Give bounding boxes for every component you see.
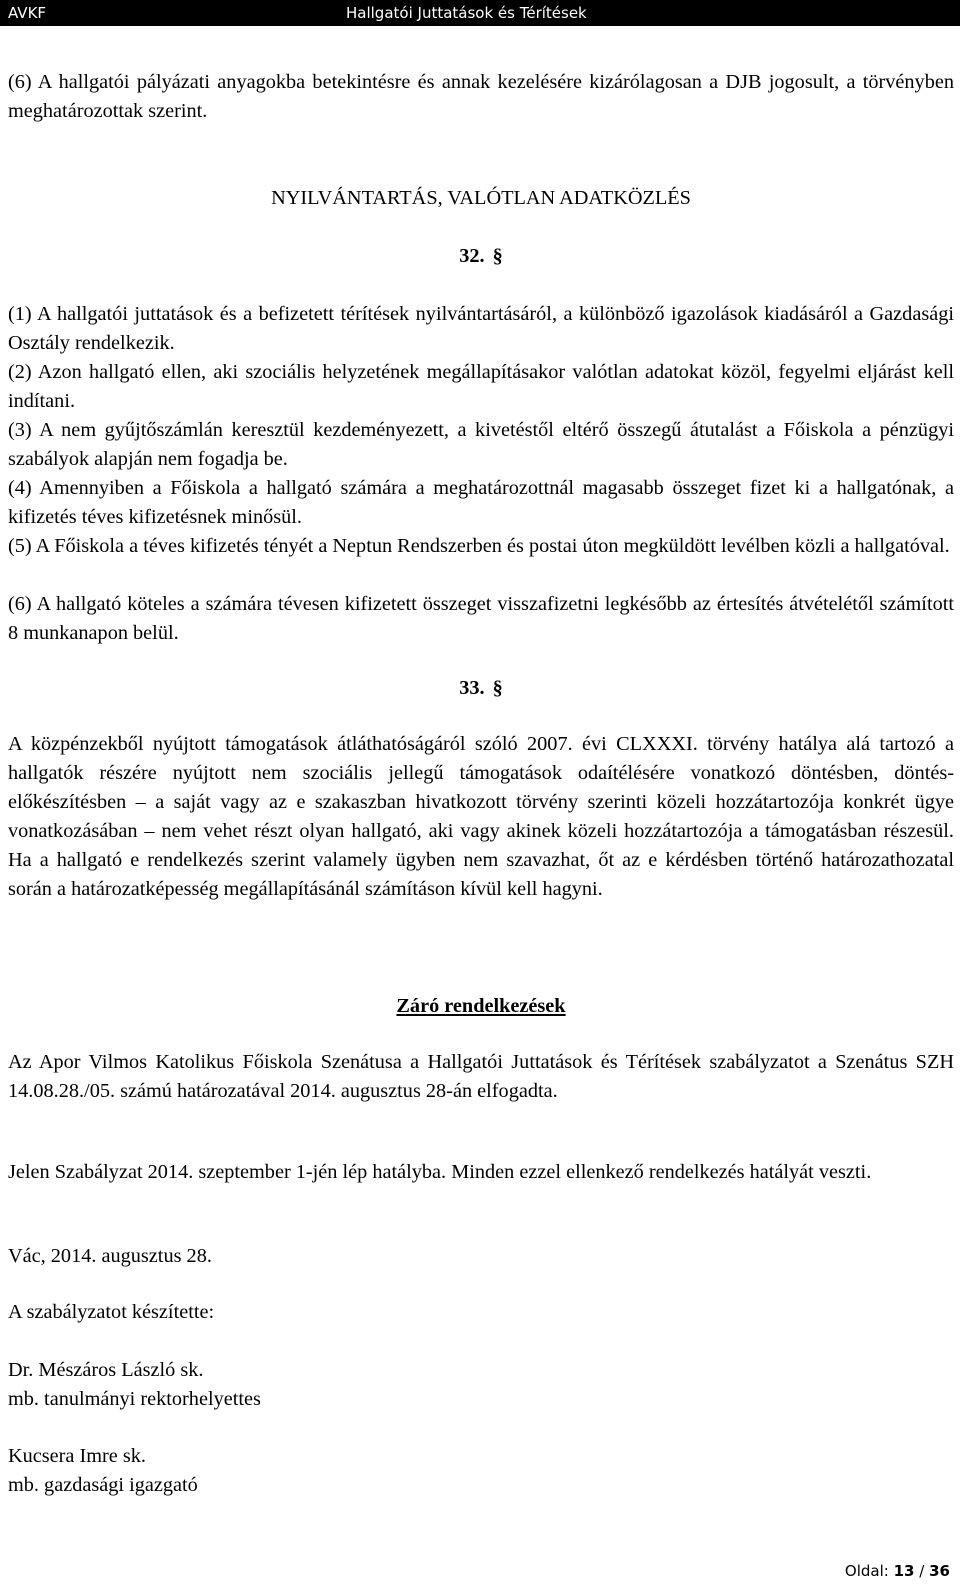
- paragraph-6-prev: (6) A hallgatói pályázati anyagokba betekintésre és annak kezelésére kizárólagosan a DJB jogosult, a törvényben meghatározottak szerint.: [8, 71, 954, 122]
- paragraph-zaro-2: Jelen Szabályzat 2014. szeptember 1-jén lép hatályba. Minden ezzel ellenkező rendelkezés hatályát veszti.: [8, 1161, 872, 1183]
- heading-nyilvantartas: NYILVÁNTARTÁS, VALÓTLAN ADATKÖZLÉS: [271, 187, 691, 209]
- paragraph-32-2: (2) Azon hallgató ellen, aki szociális helyzetének megállapításakor valótlan adatokat közöl, fegyelmi eljárást kell indítani.: [8, 361, 954, 412]
- page-header: [0, 0, 960, 26]
- paragraph-33: A közpénzekből nyújtott támogatások átláthatóságáról szóló 2007. évi CLXXXI. törvény hatálya alá tartozó a hallgatók részére nyújtott nem szociális jellegű támogatások odaítélésére vonatkozó döntésben, döntés-előkészítésben – a saját vagy az e szakaszban hivatkozott törvény szerinti közeli hozzátartozója konkrét ügye vonatkozásában – nem vehet részt olyan hallgató, aki vagy akinek közeli hozzátartozója a támogatásban részesül. Ha a hallgató e rendelkezés szerint valamely ügyben nem szavazhat, őt az e kérdésben történő határozathozatal során a határozatképesség megállapításánál számításon kívül kell hagyni.: [8, 733, 954, 900]
- prepared-by: A szabályzatot készítette:: [8, 1301, 215, 1323]
- footer-total-pages: 36: [929, 1562, 950, 1580]
- signatory-1-name: Dr. Mészáros László sk.: [8, 1359, 204, 1381]
- section-32-heading: [8, 242, 954, 271]
- section-33-heading: [8, 674, 954, 703]
- place-date: Vác, 2014. augusztus 28.: [8, 1245, 212, 1267]
- section-32-number: 32.: [459, 245, 485, 267]
- paragraph-32-1: (1) A hallgatói juttatások és a befizetett térítések nyilvántartásáról, a különböző igazolások kiadásáról a Gazdasági Osztály rendelkezik.: [8, 303, 954, 354]
- paragraph-32-3: (3) A nem gyűjtőszámlán keresztül kezdeményezett, a kivetéstől eltérő összegű átutalást a Főiskola a pénzügyi szabályok alapján nem fogadja be.: [8, 419, 954, 470]
- paragraph-32-5: (5) A Főiskola a téves kifizetés tényét a Neptun Rendszerben és postai úton megküldött levélben közli a hallgatóval.: [8, 535, 950, 557]
- footer-separator: /: [919, 1562, 925, 1580]
- footer-label: Oldal:: [844, 1562, 889, 1580]
- header-org: AVKF: [8, 4, 47, 22]
- section-sign-33: §: [492, 677, 503, 699]
- paragraph-zaro-1: Az Apor Vilmos Katolikus Főiskola Szenátusa a Hallgatói Juttatások és Térítések szabályzatot a Szenátus SZH 14.08.28./05. számú határozatával 2014. augusztus 28-án elfogadta.: [8, 1051, 954, 1102]
- paragraph-32-6: (6) A hallgató köteles a számára tévesen kifizetett összeget visszafizetni legkésőbb az értesítés átvételétől számított 8 munkanapon belül.: [8, 593, 954, 644]
- paragraph-32-4: (4) Amennyiben a Főiskola a hallgató számára a meghatározottnál magasabb összeget fizet ki a hallgatónak, a kifizetés téves kifizetésnek minősül.: [8, 477, 954, 528]
- signatory-1-role: mb. tanulmányi rektorhelyettes: [8, 1388, 261, 1410]
- footer-page-number: 13: [893, 1562, 915, 1580]
- section-sign-32: §: [492, 245, 503, 267]
- page-footer: [845, 1562, 950, 1580]
- signatory-2-role: mb. gazdasági igazgató: [8, 1474, 198, 1496]
- heading-zaro-rendelkezesek: Záró rendelkezések: [396, 995, 566, 1017]
- signatory-2-name: Kucsera Imre sk.: [8, 1445, 146, 1467]
- header-title: Hallgatói Juttatások és Térítések: [346, 4, 587, 22]
- section-33-number: 33.: [459, 677, 485, 699]
